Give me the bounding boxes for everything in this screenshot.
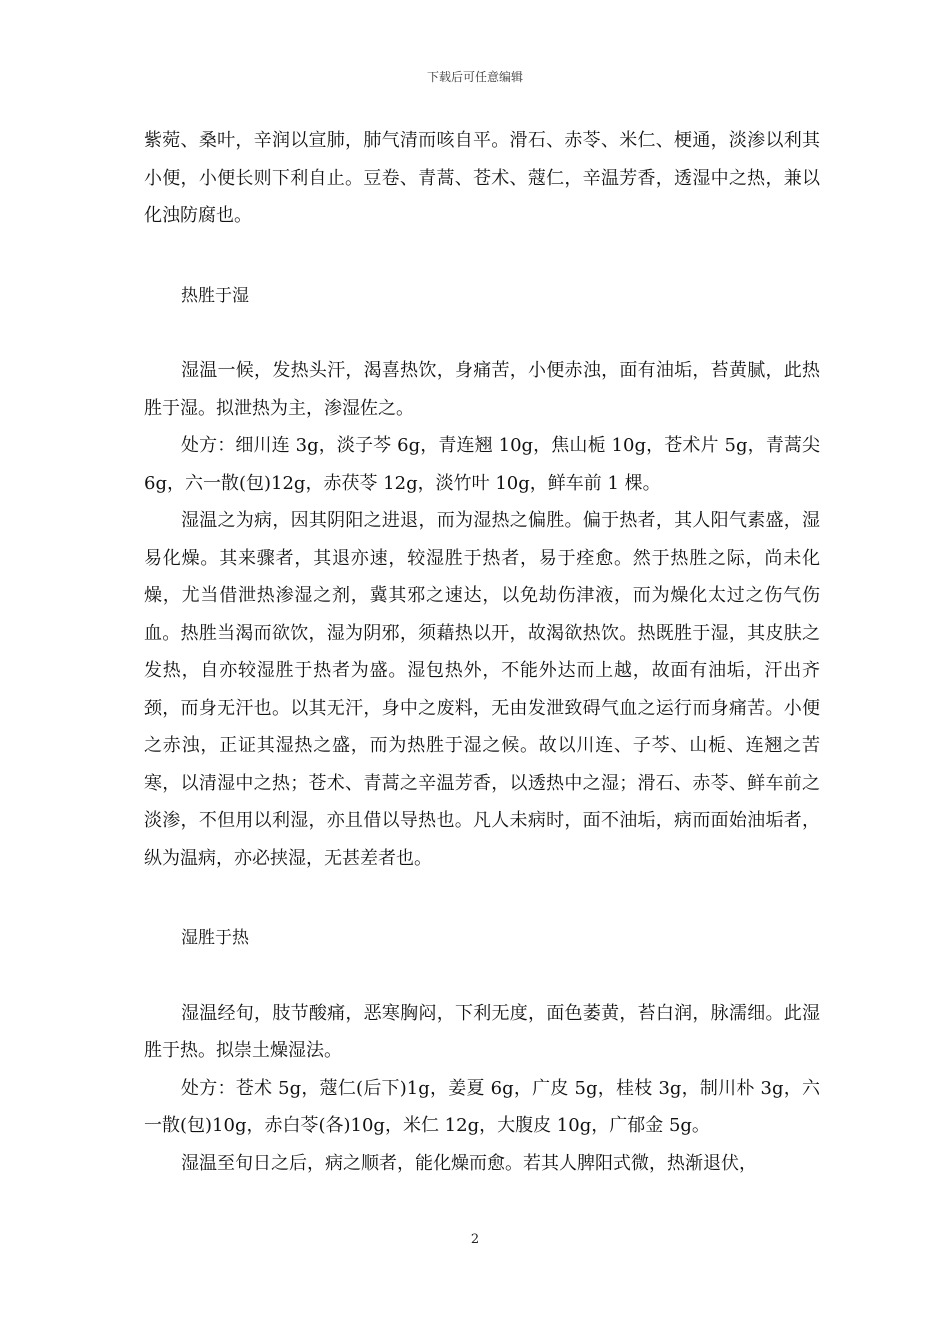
paragraph-commentary: 湿温至旬日之后，病之顺者，能化燥而愈。若其人脾阳式微，热渐退伏， [181,1152,757,1174]
paragraph-commentary: 湿温之为病，因其阴阳之进退，而为湿热之偏胜。偏于热者，其人阳气素盛，湿易化燥。其来骤者，其退亦速，较湿胜于热者，易于痊愈。然于热胜之际，尚未化燥，尤当借泄热渗湿之剂，冀其邪之速达，以免劫伤津液，而为燥化太过之伤气伤血。热胜当渴而欲饮，湿为阴邪，须藉热以开，故渴欲热饮。热既胜于湿，其皮肤之发热，自亦较湿胜于热者为盛。湿包热外，不能外达而上越，故面有油垢，汗出齐颈，而身无汗也。以其无汗，身中之废料，无由发泄致碍气血之运行而身痛苦。小便之赤浊，正证其湿热之盛，而为热胜于湿之候。故以川连、子芩、山栀、连翘之苦寒，以清湿中之热；苍术、青蒿之辛温芳香，以透热中之湿；滑石、赤苓、鲜车前之淡渗，不但用以利湿，亦且借以导热也。凡人未病时，面不油垢，病而面始油垢者，纵为温病，亦必挟湿，无甚差者也。 [144,510,820,869]
paragraph-case-description: 湿温一候，发热头汗，渴喜热饮，身痛苦，小便赤浊，面有油垢，苔黄腻，此热胜于湿。拟泄热为主，渗湿佐之。 [144,360,820,419]
paragraph-prescription: 处方：细川连 3g，淡子芩 6g，青连翘 10g，焦山栀 10g，苍术片 5g，青蒿尖 6g，六一散(包)12g，赤茯苓 12g，淡竹叶 10g，鲜车前 1 棵。 [144,435,820,494]
section-heading-heat-over-damp: 热胜于湿 [181,285,249,306]
page-number: 2 [470,1232,480,1247]
page-header: 下载后可任意编辑 [426,70,523,84]
section-heading-damp-over-heat: 湿胜于热 [181,928,249,948]
paragraph-case-description: 湿温经旬，肢节酸痛，恶寒胸闷，下利无度，面色萎黄，苔白润，脉濡细。此湿胜于热。拟崇土燥湿法。 [144,1002,820,1061]
document-body [144,122,820,1182]
paragraph-continuation: 紫菀、桑叶，辛润以宣肺，肺气清而咳自平。滑石、赤苓、米仁、梗通，淡渗以利其小便，小便长则下利自止。豆卷、青蒿、苍术、蔻仁，辛温芳香，透湿中之热，兼以化浊防腐也。 [144,130,820,226]
paragraph-prescription: 处方：苍术 5g，蔻仁(后下)1g，姜夏 6g，广皮 5g，桂枝 3g，制川朴 3g，六一散(包)10g，赤白苓(各)10g，米仁 12g，大腹皮 10g，广郁金 5g。 [144,1077,820,1136]
